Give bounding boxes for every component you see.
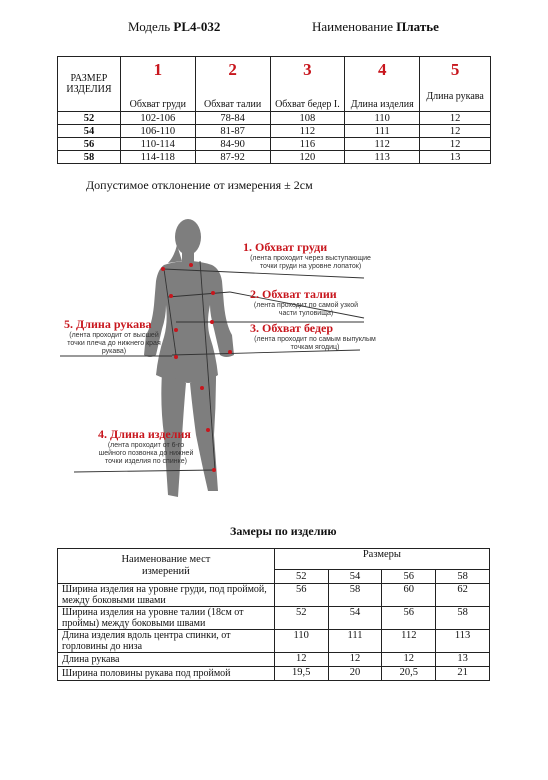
- value-cell: 58: [436, 607, 490, 630]
- value-cell: 84-90: [195, 138, 270, 151]
- name-header: Наименование мест измерений: [58, 549, 275, 584]
- value-cell: 12: [274, 653, 328, 667]
- size-cell: 52: [58, 112, 121, 125]
- value-cell: 111: [328, 630, 382, 653]
- size-cell: 54: [58, 125, 121, 138]
- value-cell: 114-118: [120, 151, 195, 164]
- col-label: Обхват груди: [120, 82, 195, 112]
- name-label: Наименование: [312, 19, 393, 34]
- table-row: [58, 151, 491, 164]
- size-head: 56: [382, 570, 436, 584]
- value-cell: 56: [382, 607, 436, 630]
- col-label: Обхват талии: [195, 82, 270, 112]
- value-cell: 120: [270, 151, 345, 164]
- value-cell: 113: [436, 630, 490, 653]
- value-cell: 54: [328, 607, 382, 630]
- value-cell: 13: [420, 151, 491, 164]
- annotation-title: 3. Обхват бедер: [250, 321, 334, 335]
- col-num: 3: [270, 57, 345, 83]
- col-label: Обхват бедер I.: [270, 82, 345, 112]
- value-cell: 56: [274, 584, 328, 607]
- size-header: РАЗМЕР ИЗДЕЛИЯ: [58, 57, 121, 112]
- value-cell: 60: [382, 584, 436, 607]
- value-cell: 112: [382, 630, 436, 653]
- product-table: [57, 548, 490, 681]
- value-cell: 110-114: [120, 138, 195, 151]
- col-num: 2: [195, 57, 270, 83]
- value-cell: 20,5: [382, 667, 436, 681]
- value-cell: 78-84: [195, 112, 270, 125]
- value-cell: 108: [270, 112, 345, 125]
- size-head: 58: [436, 570, 490, 584]
- col-num: 1: [120, 57, 195, 83]
- col-num: 4: [345, 57, 420, 83]
- size-cell: 58: [58, 151, 121, 164]
- value-cell: 87-92: [195, 151, 270, 164]
- col-num: 5: [420, 57, 491, 83]
- table-row: [58, 125, 491, 138]
- value-cell: 52: [274, 607, 328, 630]
- table-row: [58, 630, 490, 653]
- col-label: Длина изделия: [345, 82, 420, 112]
- name-line: [312, 19, 439, 35]
- model-line: [128, 19, 220, 35]
- value-cell: 112: [345, 138, 420, 151]
- value-cell: 19,5: [274, 667, 328, 681]
- product-table-title: Замеры по изделию: [230, 524, 337, 538]
- sizes-header: Размеры: [274, 549, 489, 570]
- value-cell: 81-87: [195, 125, 270, 138]
- annotation-desc: (лента проходит по самой узкой части туловища): [253, 302, 359, 317]
- model-code: PL4-032: [173, 19, 221, 34]
- table-row: [58, 112, 491, 125]
- value-cell: 113: [345, 151, 420, 164]
- annotation-desc: (лента проходит через выступающие точки груди на уровне лопаток): [250, 255, 371, 270]
- size-cell: 56: [58, 138, 121, 151]
- value-cell: 106-110: [120, 125, 195, 138]
- table-row: [58, 653, 490, 667]
- annotation-chest: [243, 240, 378, 271]
- model-label: Модель: [128, 19, 171, 34]
- value-cell: 21: [436, 667, 490, 681]
- value-cell: 116: [270, 138, 345, 151]
- value-cell: 111: [345, 125, 420, 138]
- name-value: Платье: [396, 19, 439, 34]
- annotation-title: 5. Длина рукава: [64, 317, 152, 331]
- size-head: 52: [274, 570, 328, 584]
- measure-name: Ширина изделия на уровне груди, под проймой, между боковыми швами: [58, 584, 275, 607]
- value-cell: 110: [345, 112, 420, 125]
- annotation-desc: (лента проходит от 6-го шейного позвонка до нижней точки изделия по спинке): [98, 442, 194, 465]
- annotation-title: 4. Длина изделия: [98, 427, 191, 441]
- annotation-waist: [250, 287, 362, 318]
- table-row: [58, 138, 491, 151]
- value-cell: 12: [420, 138, 491, 151]
- value-cell: 102-106: [120, 112, 195, 125]
- annotation-title: 1. Обхват груди: [243, 240, 328, 254]
- annotation-sleeve: [64, 317, 164, 356]
- value-cell: 12: [420, 112, 491, 125]
- annotation-desc: (лента проходит по самым выпуклым точкам ягодиц): [254, 336, 376, 351]
- annotation-length: [98, 427, 194, 466]
- table-row: [58, 584, 490, 607]
- size-table: [57, 56, 491, 164]
- table-row: [58, 667, 490, 681]
- value-cell: 12: [420, 125, 491, 138]
- measure-name: Длина изделия вдоль центра спинки, от горловины до низа: [58, 630, 275, 653]
- value-cell: 62: [436, 584, 490, 607]
- value-cell: 58: [328, 584, 382, 607]
- value-cell: 13: [436, 653, 490, 667]
- measure-name: Длина рукава: [58, 653, 275, 667]
- value-cell: 20: [328, 667, 382, 681]
- measure-name: Ширина изделия на уровне талии (18см от проймы) между боковыми швами: [58, 607, 275, 630]
- annotation-desc: (лента проходит от высшей точки плеча до нижнего края рукава): [67, 332, 161, 355]
- annotation-hips: [250, 321, 380, 352]
- col-label: Длина рукава: [420, 82, 491, 112]
- annotation-title: 2. Обхват талии: [250, 287, 337, 301]
- table-row: [58, 607, 490, 630]
- value-cell: 12: [328, 653, 382, 667]
- value-cell: 12: [382, 653, 436, 667]
- value-cell: 110: [274, 630, 328, 653]
- measure-name: Ширина половины рукава под проймой: [58, 667, 275, 681]
- size-head: 54: [328, 570, 382, 584]
- value-cell: 112: [270, 125, 345, 138]
- tolerance-note: Допустимое отклонение от измерения ± 2см: [86, 178, 313, 192]
